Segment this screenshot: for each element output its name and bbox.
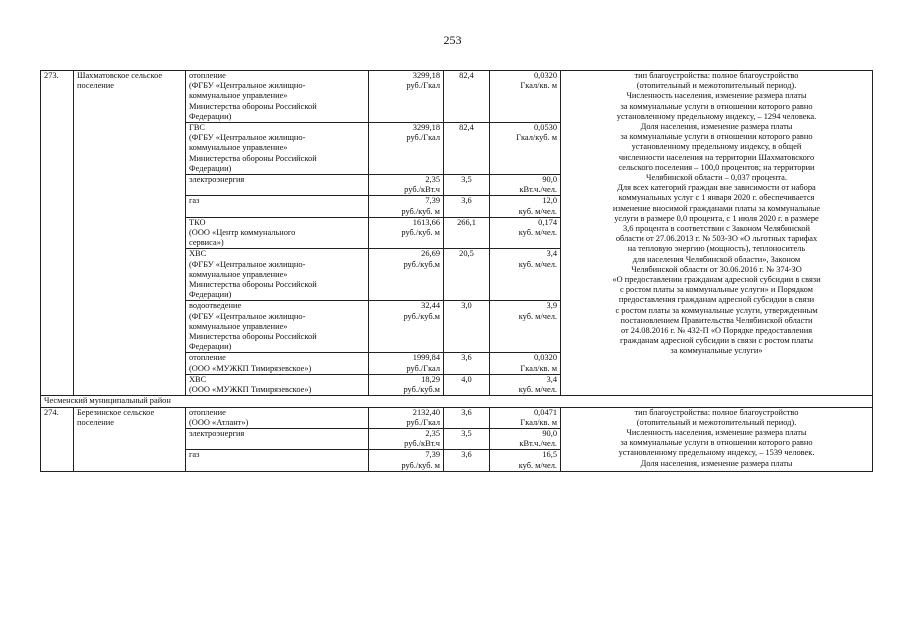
note-line: Доля населения, изменение размера платы [640,122,793,132]
consumption-norm [490,175,561,196]
note-line: Численность населения, изменение размера платы [626,91,807,101]
norm-line: куб. м/чел. [518,259,557,269]
service-name-line: (ФГБУ «Центральное жилищно- [189,259,306,269]
norm-line: куб. м/чел. [518,228,557,238]
norm-line: 16,5 [542,450,557,460]
note-line: (отопительный и межотопительный период). [636,81,797,91]
norm-line: Гкал/куб. м [516,133,557,143]
note-line: для населения Челябинской области», Законом [632,254,801,264]
growth-index: 3,5 [444,175,490,196]
service-name-line: отопление [189,353,226,363]
service-name [186,123,369,175]
service-name-line: Федерации) [189,163,232,173]
service-name [186,217,369,249]
note-line: сельского поселения – 100,0 процентов; на территории [618,162,815,172]
consumption-norm [490,374,561,395]
page-number: 253 [443,33,462,47]
tariff-line: руб./Гкал [406,81,440,91]
consumption-norm [490,428,561,449]
note-line: на тепловую энергию (мощность), теплоноситель [627,244,806,254]
note-line: Для всех категорий граждан вне зависимости от набора [617,183,816,193]
note-line: Численность населения, изменение размера платы [626,427,807,437]
tariff-line: 1999,84 [412,353,440,363]
norm-line: 0,0530 [533,123,557,133]
consumption-norm [490,249,561,301]
note-line: за коммунальные услуги» [670,346,763,356]
service-name-line: коммунальное управление» [189,321,288,331]
district-row [41,396,873,407]
growth-index: 82,4 [444,71,490,123]
row-number: 274. [41,407,74,471]
tariff-value [369,407,444,428]
note-line: изменение вносимой гражданами платы за коммунальные [612,203,821,213]
service-name-line: газ [189,196,200,206]
tariff-value [369,450,444,471]
service-name [186,71,369,123]
growth-index: 3,6 [444,353,490,374]
note-line: «О предоставлении гражданам адресной субсидии в связи [612,275,821,285]
note-line: тип благоустройства: полное благоустройство [634,407,799,417]
service-name-line: газ [189,450,200,460]
service-name [186,301,369,353]
consumption-norm [490,196,561,217]
tariff-line: руб./кВт.ч [404,439,440,449]
service-name-line: электроэнергия [189,428,245,438]
tariff-value [369,353,444,374]
service-name-line: коммунальное управление» [189,143,288,153]
consumption-norm [490,450,561,471]
tariff-table [40,70,873,472]
norm-line: Гкал/кв. м [520,81,557,91]
norm-line: кВт.ч./чел. [519,185,557,195]
service-name-line: коммунальное управление» [189,91,288,101]
service-name-line: Министерства обороны Российской [189,101,317,111]
norm-line: 0,174 [538,217,557,227]
tariff-line: руб./Гкал [406,417,440,427]
tariff-line: 3299,18 [412,71,440,80]
tariff-line: руб./куб.м [403,385,440,395]
note-line: гражданам адресной субсидии в связи с ростом платы [619,336,814,346]
note-line: от 24.08.2016 г. № 432-П «О Порядке предоставления [620,326,813,336]
service-name [186,374,369,395]
settlement-name: Шахматовское сельское поселение [74,71,186,396]
note-line: постановлением Правительства Челябинской области [620,315,813,325]
service-name-line: Министерства обороны Российской [189,332,317,342]
note-line: установленному предельному индексу, – 1539 человек. [618,448,815,458]
service-name-line: ХВС [189,249,207,259]
tariff-line: руб./куб.м [403,311,440,321]
norm-line: 90,0 [542,175,557,185]
norm-line: Гкал/кв. м [520,417,557,427]
service-name-line: ГВС [189,123,206,133]
service-name [186,407,369,428]
settlement-name: Березинское сельское поселение [74,407,186,471]
service-name [186,175,369,196]
norm-line: 0,0471 [533,407,557,417]
note-line: Челябинской области – 0,037 процента. [646,173,787,183]
growth-index: 3,0 [444,301,490,353]
note-line: за коммунальные услуги в отношении которого равно [620,132,813,142]
tariff-value [369,301,444,353]
norm-line: куб. м/чел. [518,311,557,321]
note-line: услуги в размере 0,0 процента, с 1 июля 2020 г. в размере [614,213,819,223]
note-line: установленному предельному индексу, – 1294 человека. [616,111,817,121]
tariff-line: руб./куб. м [401,460,440,470]
tariff-value [369,217,444,249]
service-name-line: Федерации) [189,111,232,121]
tariff-line: руб./куб.м [403,259,440,269]
district-section [41,396,873,407]
section-shakhmatovskoe [41,71,873,396]
norm-line: Гкал/кв. м [520,363,557,373]
growth-index: 3,6 [444,407,490,428]
tariff-line: 18,29 [421,374,440,384]
tariff-line: 2132,40 [412,407,440,417]
tariff-line: 3299,18 [412,123,440,133]
service-name-line: (ООО «МУЖКП Тимирязевское») [189,363,312,373]
tariff-value [369,123,444,175]
note-line: с ростом платы за коммунальные услуги» и Порядком [620,285,813,295]
tariff-line: руб./кВт.ч [404,185,440,195]
norm-line: 90,0 [542,428,557,438]
service-name-line: коммунальное управление» [189,269,288,279]
service-name-line: (ФГБУ «Центральное жилищно- [189,311,306,321]
table-row [41,71,873,123]
tariff-value [369,374,444,395]
tariff-value [369,196,444,217]
norm-line: куб. м/чел. [518,385,557,395]
norm-line: 3,4 [546,249,557,259]
service-name-line: водоотведение [189,301,242,311]
growth-index: 82,4 [444,123,490,175]
consumption-norm [490,71,561,123]
norm-line: куб. м/чел. [518,206,557,216]
consumption-norm [490,353,561,374]
growth-index: 20,5 [444,249,490,301]
service-name-line: ХВС [189,374,207,384]
note-line: с ростом платы за коммунальные услуги, утвержденным [615,305,818,315]
norm-line: 0,0320 [533,353,557,363]
note-line: предоставления гражданам адресной субсидии в связи [618,295,815,305]
service-name-line: отопление [189,407,226,417]
note-line: Доля населения, изменение размера платы [640,458,793,468]
norm-line: кВт.ч./чел. [519,439,557,449]
service-name-line: (ФГБУ «Центральное жилищно- [189,81,306,91]
row-number: 273. [41,71,74,396]
table-row [41,407,873,428]
norm-line: 12,0 [542,196,557,206]
service-name [186,428,369,449]
service-name-line: (ФГБУ «Центральное жилищно- [189,133,306,143]
note-text [561,71,873,396]
note-line: установленному предельному индексу, в общей [631,142,802,152]
consumption-norm [490,301,561,353]
note-line: численности населения на территории Шахматовского [618,152,815,162]
tariff-line: 7,39 [425,450,440,460]
norm-line: 3,4 [546,374,557,384]
service-name-line: Федерации) [189,290,232,300]
tariff-value [369,428,444,449]
section-berezinskoe [41,407,873,471]
service-name [186,450,369,471]
tariff-line: руб./Гкал [406,133,440,143]
service-name-line: сервиса») [189,238,224,248]
tariff-line: 32,44 [421,301,440,311]
service-name [186,196,369,217]
note-line: Челябинской области от 30.06.2016 г. № 374-ЗО [631,264,802,274]
note-line: за коммунальные услуги в отношении которого равно [620,101,813,111]
tariff-line: 1613,66 [412,217,440,227]
note-line: (отопительный и межотопительный период). [636,417,797,427]
consumption-norm [490,123,561,175]
service-name-line: (ООО «МУЖКП Тимирязевское») [189,385,312,395]
service-name-line: (ООО «Атлант») [189,417,249,427]
district-name: Чесменский муниципальный район [41,396,873,407]
growth-index: 3,5 [444,428,490,449]
note-line: за коммунальные услуги в отношении которого равно [620,438,813,448]
growth-index: 266,1 [444,217,490,249]
service-name [186,353,369,374]
consumption-norm [490,407,561,428]
tariff-line: 26,69 [421,249,440,259]
consumption-norm [490,217,561,249]
growth-index: 3,6 [444,196,490,217]
service-name-line: (ООО «Центр коммунального [189,228,296,238]
tariff-line: 7,39 [425,196,440,206]
service-name-line: ТКО [189,217,206,227]
service-name-line: отопление [189,71,226,80]
norm-line: 3,9 [546,301,557,311]
tariff-line: 2,35 [425,428,440,438]
tariff-line: руб./Гкал [406,363,440,373]
tariff-line: 2,35 [425,175,440,185]
service-name-line: Министерства обороны Российской [189,280,317,290]
tariff-value [369,71,444,123]
note-line: тип благоустройства: полное благоустройство [634,71,799,80]
tariff-line: руб./куб. м [401,228,440,238]
tariff-value [369,175,444,196]
note-line: 3,6 процента в соответствии с Законом Челябинской [622,224,811,234]
growth-index: 4,0 [444,374,490,395]
service-name-line: Федерации) [189,342,232,352]
service-name-line: Министерства обороны Российской [189,153,317,163]
note-text [561,407,873,471]
note-line: области от 27.06.2013 г. № 503-ЗО «О льготных тарифах [615,234,818,244]
norm-line: куб. м/чел. [518,460,557,470]
tariff-value [369,249,444,301]
growth-index: 3,6 [444,450,490,471]
tariff-line: руб./куб. м [401,206,440,216]
service-name-line: электроэнергия [189,175,245,185]
service-name [186,249,369,301]
note-line: коммунальных услуг с 1 января 2020 г. обеспечивается [618,193,815,203]
norm-line: 0,0320 [533,71,557,80]
